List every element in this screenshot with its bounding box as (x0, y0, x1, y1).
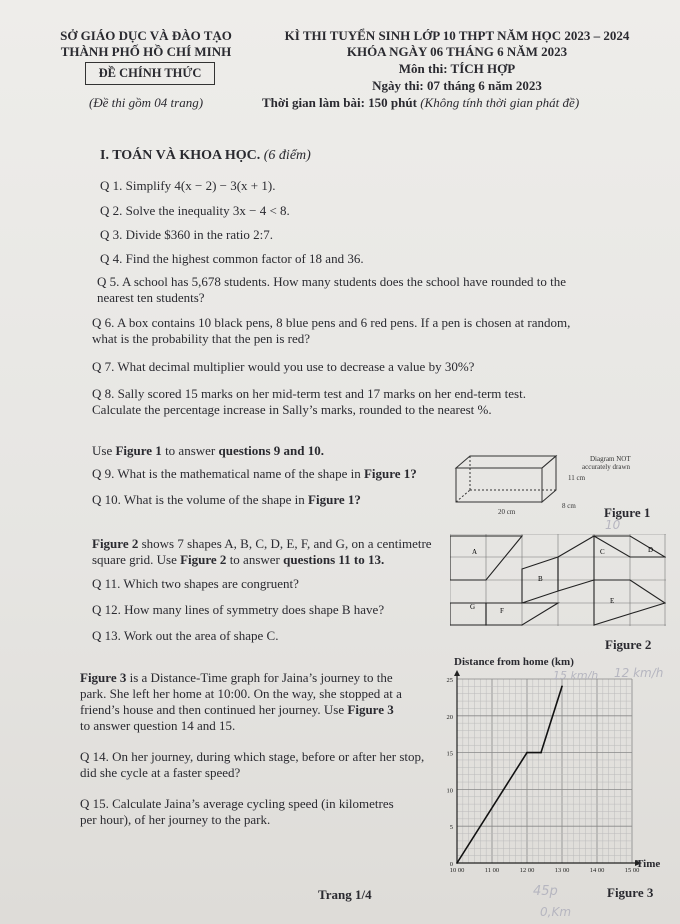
pages-note: (Đề thi gồm 04 trang) (88, 95, 204, 110)
x-tick-label: 13 00 (554, 867, 570, 874)
question-3: Q 3. Divide $360 in the ratio 2:7. (100, 227, 273, 242)
figure-1-caption: Figure 1 (604, 505, 651, 520)
figure-1-depth-label: 8 cm (562, 502, 576, 510)
journey-point (561, 685, 563, 687)
journey-point (526, 752, 528, 754)
figure-2-intro: Figure 2 shows 7 shapes A, B, C, D, E, F, and G, on a centimetre square grid. Use Figure 2 to answer questions 11 to 13. (92, 536, 432, 567)
question-4: Q 4. Find the highest common factor of 18 and 36. (100, 251, 364, 266)
shape-c-label: C (600, 548, 605, 556)
time-note: (Không tính thời gian phát đề) (420, 95, 580, 110)
question-1: Q 1. Simplify 4(x − 2) − 3(x + 1). (100, 178, 276, 193)
shape-g-outline (450, 603, 486, 625)
figure-3-intro: Figure 3 is a Distance-Time graph for Jaina’s journey to the park. She left her home at 10:00. On the way, she stopped at a friend’s house and then continued her journey. Use Figure 3 to answer question 14 and 15. (80, 670, 402, 733)
question-14: Q 14. On her journey, during which stage, before or after her stop, did she cycle at a faster speed? (80, 749, 425, 780)
use-figure-1: Use Figure 1 to answer questions 9 and 10. (92, 443, 324, 458)
journey-point (540, 752, 542, 754)
figure-2-caption: Figure 2 (605, 637, 652, 652)
question-2: Q 2. Solve the inequality 3x − 4 < 8. (100, 203, 290, 218)
official-label: ĐỀ CHÍNH THỨC (98, 66, 202, 80)
y-tick-label: 15 (446, 750, 453, 758)
pencil-mark-5: 0,Km (540, 905, 572, 919)
subject: Môn thi: TÍCH HỢP (398, 61, 516, 76)
question-10: Q 10. What is the volume of the shape in Figure 1? (92, 492, 361, 507)
question-12: Q 12. How many lines of symmetry does shape B have? (92, 602, 385, 617)
exam-title: KÌ THI TUYỂN SINH LỚP 10 THPT NĂM HỌC 2023 – 2024 (284, 28, 630, 43)
shape-b-label: B (538, 575, 543, 583)
x-tick-label: 14 00 (589, 867, 605, 874)
y-tick-label: 10 (446, 787, 453, 795)
shape-c-outline (558, 536, 594, 591)
question-8: Q 8. Sally scored 15 marks on her mid-term test and 17 marks on her end-term test. Calculate the percentage increase in Sally’s marks, rounded to the nearest %. (92, 386, 526, 417)
official-box (85, 62, 215, 85)
figure-2-grid (450, 534, 666, 626)
pencil-mark-1: 10 (605, 518, 621, 532)
x-tick-label: 15 00 (624, 867, 640, 874)
y-axis-arrow (454, 670, 460, 676)
figure-1-width-label: 20 cm (498, 508, 516, 516)
question-7: Q 7. What decimal multiplier would you use to decrease a value by 30%? (92, 359, 475, 374)
dept-line-2: THÀNH PHỐ HỒ CHÍ MINH (60, 44, 232, 59)
y-tick-label: 25 (446, 677, 453, 684)
dept-line-1: SỞ GIÁO DỤC VÀ ĐÀO TẠO (60, 28, 232, 43)
question-11: Q 11. Which two shapes are congruent? (92, 576, 299, 591)
pencil-mark-3: 12 km/h (614, 666, 664, 680)
page-number: Trang 1/4 (318, 887, 372, 902)
exam-session: KHÓA NGÀY 06 THÁNG 6 NĂM 2023 (346, 44, 568, 59)
journey-point (456, 862, 458, 864)
x-tick-label: 12 00 (519, 867, 535, 874)
shape-e-outline (594, 580, 665, 625)
figure-1-note-1: Diagram NOT (590, 455, 631, 463)
section-title: I. TOÁN VÀ KHOA HỌC. (6 điểm) (100, 148, 311, 163)
figure-3-caption: Figure 3 (607, 885, 654, 900)
exam-date: Ngày thi: 07 tháng 6 năm 2023 (372, 78, 542, 93)
shape-g-label: G (470, 603, 476, 611)
x-tick-label: 11 00 (484, 867, 500, 874)
y-tick-label: 5 (449, 824, 453, 832)
chart-title: Distance from home (km) (454, 656, 574, 668)
question-13: Q 13. Work out the area of shape C. (92, 628, 279, 643)
x-tick-label: 10 00 (449, 867, 465, 874)
pencil-mark-2: 15 km/h (553, 669, 599, 682)
shape-e-label: E (610, 597, 615, 605)
time-label: Thời gian làm bài: 150 phút (262, 95, 417, 110)
shape-d-label: D (648, 546, 654, 554)
chart-x-axis-label: Time (636, 858, 661, 870)
y-tick-label: 20 (446, 713, 453, 721)
pencil-mark-4: 45p (533, 884, 558, 899)
shape-f-label: F (500, 607, 504, 615)
figure-3-chart (438, 668, 678, 880)
question-15: Q 15. Calculate Jaina’s average cycling speed (in kilometres per hour), of her journey to the park. (80, 796, 394, 827)
shape-a-label: A (472, 548, 478, 556)
question-5: Q 5. A school has 5,678 students. How many students does the school have rounded to the nearest ten students? (97, 274, 567, 305)
question-6: Q 6. A box contains 10 black pens, 8 blue pens and 6 red pens. If a pen is chosen at random, what is the probability that the pen is red? (92, 315, 571, 346)
figure-1-height-label: 11 cm (568, 474, 586, 482)
question-9: Q 9. What is the mathematical name of the shape in Figure 1? (92, 466, 417, 481)
y-tick-label: 0 (449, 861, 453, 868)
time-line (262, 95, 579, 111)
figure-1-note-2: accurately drawn (582, 463, 630, 471)
